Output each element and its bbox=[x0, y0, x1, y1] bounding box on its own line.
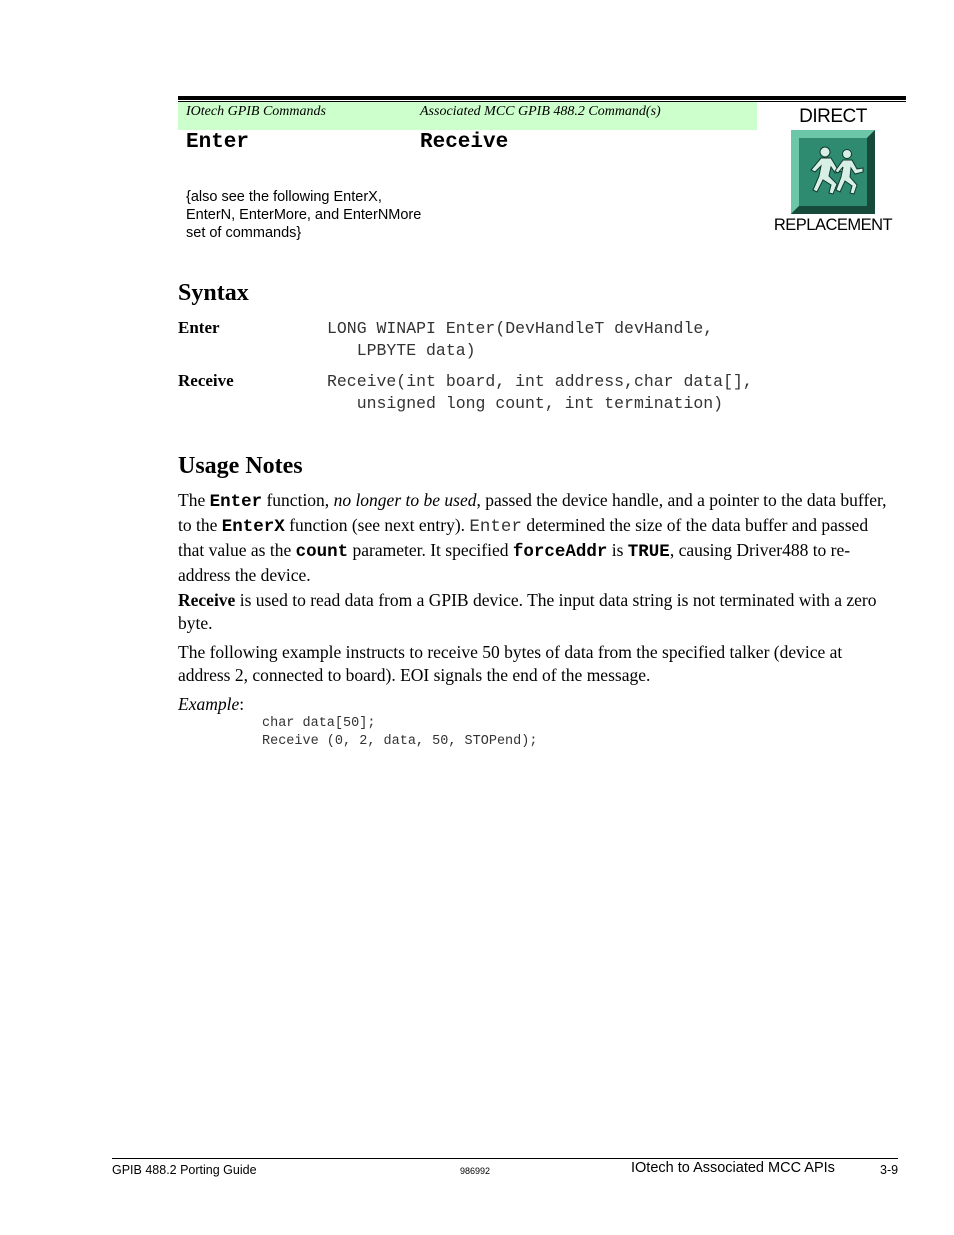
example-code: char data[50]; Receive (0, 2, data, 50, STOPend); bbox=[262, 716, 538, 749]
usage-paragraph-enter: The Enter function, no longer to be used, passed the device handle, and a pointer to the data buffer, to the EnterX function (see next entry). Enter determined the size of the data buffer and passed that value as the count parameter. It specified forceAddr is TRUE, causing Driver488 to re-address the device. bbox=[178, 490, 887, 585]
footer-page-number: 3-9 bbox=[880, 1163, 899, 1177]
syntax-code-enter: LONG WINAPI Enter(DevHandleT devHandle, LPBYTE data) bbox=[327, 319, 714, 360]
header-rule-thick bbox=[178, 96, 906, 100]
usage-notes-heading: Usage Notes bbox=[178, 453, 303, 479]
direct-replacement-logo bbox=[772, 104, 894, 238]
footer-title: GPIB 488.2 Porting Guide bbox=[112, 1163, 257, 1177]
usage-paragraph-example-intro: The following example instructs to receive 50 bytes of data from the specified talker (device at address 2, connected to board). EOI signals the end of the message. bbox=[178, 642, 843, 685]
running-figures-icon bbox=[791, 130, 875, 214]
mcc-command: Receive bbox=[420, 131, 509, 154]
see-also-note: {also see the following EnterX, EnterN, EnterMore, and EnterNMore set of commands} bbox=[186, 189, 422, 241]
syntax-code-receive: Receive(int board, int address,char data[], unsigned long count, int termination) bbox=[327, 372, 753, 413]
footer-rule bbox=[112, 1158, 898, 1159]
syntax-label-enter: Enter bbox=[178, 318, 220, 337]
col1-label: IOtech GPIB Commands bbox=[186, 104, 326, 119]
footer-section: IOtech to Associated MCC APIs bbox=[631, 1160, 835, 1176]
example-label: Example: bbox=[178, 694, 245, 714]
syntax-heading: Syntax bbox=[178, 280, 249, 306]
logo-bottom-text: REPLACEMENT bbox=[773, 216, 893, 234]
footer-doc-number: 986992 bbox=[460, 1166, 491, 1176]
iotech-command: Enter bbox=[186, 131, 250, 154]
syntax-label-receive: Receive bbox=[178, 371, 234, 390]
logo-top-text: DIRECT bbox=[799, 106, 867, 127]
col2-label: Associated MCC GPIB 488.2 Command(s) bbox=[420, 104, 661, 119]
usage-paragraph-receive: Receive is used to read data from a GPIB device. The input data string is not terminated with a zero byte. bbox=[178, 590, 877, 633]
